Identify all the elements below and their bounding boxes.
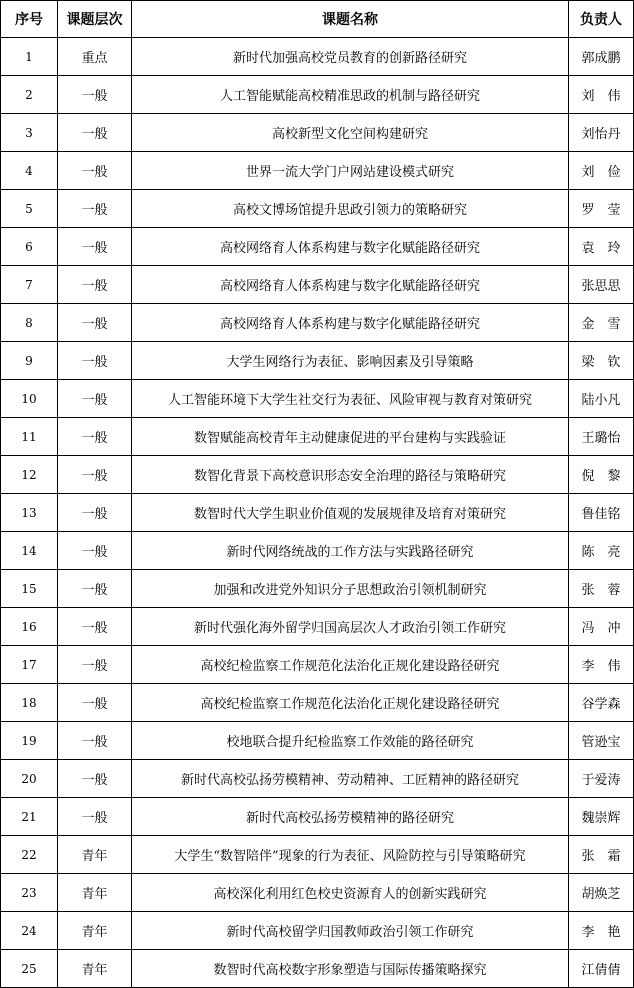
header-title: 课题名称 [132, 1, 569, 38]
table-row [1, 152, 634, 190]
table-row [1, 304, 634, 342]
cell-title: 高校文博场馆提升思政引领力的策略研究 [132, 190, 569, 228]
table-row [1, 798, 634, 836]
cell-leader: 于爱涛 [569, 760, 634, 798]
cell-number: 25 [1, 950, 58, 988]
cell-number: 7 [1, 266, 58, 304]
cell-title: 数智时代大学生职业价值观的发展规律及培育对策研究 [132, 494, 569, 532]
table-row [1, 228, 634, 266]
cell-leader: 刘怡丹 [569, 114, 634, 152]
cell-level: 一般 [58, 228, 132, 266]
table-row [1, 342, 634, 380]
cell-number: 6 [1, 228, 58, 266]
cell-leader: 魏崇辉 [569, 798, 634, 836]
cell-title: 数智化背景下高校意识形态安全治理的路径与策略研究 [132, 456, 569, 494]
cell-leader: 罗 莹 [569, 190, 634, 228]
cell-leader: 郭成鹏 [569, 38, 634, 76]
table-row [1, 722, 634, 760]
table-body [1, 38, 634, 988]
table-row [1, 836, 634, 874]
cell-number: 12 [1, 456, 58, 494]
table-row [1, 646, 634, 684]
table-row [1, 760, 634, 798]
cell-level: 青年 [58, 950, 132, 988]
cell-title: 新时代强化海外留学归国高层次人才政治引领工作研究 [132, 608, 569, 646]
cell-number: 8 [1, 304, 58, 342]
cell-leader: 管逊宝 [569, 722, 634, 760]
cell-title: 高校网络育人体系构建与数字化赋能路径研究 [132, 304, 569, 342]
cell-level: 一般 [58, 608, 132, 646]
table-row [1, 912, 634, 950]
cell-leader: 陆小凡 [569, 380, 634, 418]
cell-level: 一般 [58, 190, 132, 228]
cell-level: 青年 [58, 912, 132, 950]
table-row [1, 38, 634, 76]
cell-number: 2 [1, 76, 58, 114]
cell-leader: 陈 亮 [569, 532, 634, 570]
cell-number: 24 [1, 912, 58, 950]
table-row [1, 608, 634, 646]
cell-level: 一般 [58, 418, 132, 456]
cell-number: 4 [1, 152, 58, 190]
table-row [1, 456, 634, 494]
cell-leader: 王璐怡 [569, 418, 634, 456]
cell-title: 数智时代高校数字形象塑造与国际传播策略探究 [132, 950, 569, 988]
cell-level: 一般 [58, 760, 132, 798]
table-row [1, 494, 634, 532]
table-header [1, 1, 634, 38]
cell-number: 21 [1, 798, 58, 836]
cell-level: 一般 [58, 380, 132, 418]
cell-title: 高校新型文化空间构建研究 [132, 114, 569, 152]
cell-leader: 张 霜 [569, 836, 634, 874]
cell-title: 加强和改进党外知识分子思想政治引领机制研究 [132, 570, 569, 608]
cell-leader: 张 蓉 [569, 570, 634, 608]
cell-title: 大学生网络行为表征、影响因素及引导策略 [132, 342, 569, 380]
cell-title: 新时代高校留学归国教师政治引领工作研究 [132, 912, 569, 950]
table-row [1, 874, 634, 912]
cell-level: 一般 [58, 76, 132, 114]
cell-number: 10 [1, 380, 58, 418]
cell-number: 3 [1, 114, 58, 152]
cell-level: 一般 [58, 152, 132, 190]
cell-level: 青年 [58, 836, 132, 874]
header-level: 课题层次 [58, 1, 132, 38]
cell-leader: 鲁佳铭 [569, 494, 634, 532]
cell-leader: 胡焕芝 [569, 874, 634, 912]
header-leader: 负责人 [569, 1, 634, 38]
cell-leader: 李 艳 [569, 912, 634, 950]
cell-level: 一般 [58, 798, 132, 836]
cell-leader: 李 伟 [569, 646, 634, 684]
header-no: 序号 [1, 1, 58, 38]
cell-level: 一般 [58, 114, 132, 152]
cell-leader: 袁 玲 [569, 228, 634, 266]
table-row [1, 266, 634, 304]
cell-title: 新时代高校弘扬劳模精神、劳动精神、工匠精神的路径研究 [132, 760, 569, 798]
cell-number: 16 [1, 608, 58, 646]
table-row [1, 114, 634, 152]
table-row [1, 570, 634, 608]
cell-title: 高校纪检监察工作规范化法治化正规化建设路径研究 [132, 646, 569, 684]
cell-title: 数智赋能高校青年主动健康促进的平台建构与实践验证 [132, 418, 569, 456]
cell-leader: 金 雪 [569, 304, 634, 342]
cell-number: 22 [1, 836, 58, 874]
cell-number: 15 [1, 570, 58, 608]
cell-number: 23 [1, 874, 58, 912]
table-row [1, 532, 634, 570]
cell-leader: 倪 黎 [569, 456, 634, 494]
cell-level: 一般 [58, 304, 132, 342]
cell-level: 重点 [58, 38, 132, 76]
cell-number: 20 [1, 760, 58, 798]
table-row [1, 418, 634, 456]
cell-level: 一般 [58, 266, 132, 304]
cell-number: 17 [1, 646, 58, 684]
header-row [1, 1, 634, 38]
cell-number: 11 [1, 418, 58, 456]
cell-number: 5 [1, 190, 58, 228]
cell-leader: 刘 俭 [569, 152, 634, 190]
cell-level: 一般 [58, 494, 132, 532]
table-row [1, 380, 634, 418]
cell-number: 13 [1, 494, 58, 532]
table-row [1, 190, 634, 228]
cell-leader: 冯 冲 [569, 608, 634, 646]
cell-title: 世界一流大学门户网站建设模式研究 [132, 152, 569, 190]
cell-number: 18 [1, 684, 58, 722]
cell-number: 14 [1, 532, 58, 570]
table-row [1, 76, 634, 114]
cell-number: 19 [1, 722, 58, 760]
cell-level: 一般 [58, 532, 132, 570]
cell-leader: 张思思 [569, 266, 634, 304]
cell-number: 1 [1, 38, 58, 76]
cell-level: 一般 [58, 342, 132, 380]
table-row [1, 950, 634, 988]
cell-level: 一般 [58, 456, 132, 494]
cell-leader: 谷学森 [569, 684, 634, 722]
cell-level: 一般 [58, 722, 132, 760]
cell-title: 高校深化利用红色校史资源育人的创新实践研究 [132, 874, 569, 912]
cell-number: 9 [1, 342, 58, 380]
cell-title: 大学生“数智陪伴”现象的行为表征、风险防控与引导策略研究 [132, 836, 569, 874]
cell-title: 校地联合提升纪检监察工作效能的路径研究 [132, 722, 569, 760]
cell-leader: 江倩倩 [569, 950, 634, 988]
cell-level: 一般 [58, 684, 132, 722]
cell-leader: 刘 伟 [569, 76, 634, 114]
cell-title: 新时代网络统战的工作方法与实践路径研究 [132, 532, 569, 570]
cell-title: 人工智能环境下大学生社交行为表征、风险审视与教育对策研究 [132, 380, 569, 418]
cell-title: 新时代高校弘扬劳模精神的路径研究 [132, 798, 569, 836]
table-row [1, 684, 634, 722]
cell-level: 一般 [58, 570, 132, 608]
cell-title: 人工智能赋能高校精准思政的机制与路径研究 [132, 76, 569, 114]
cell-title: 新时代加强高校党员教育的创新路径研究 [132, 38, 569, 76]
cell-leader: 梁 钦 [569, 342, 634, 380]
cell-level: 青年 [58, 874, 132, 912]
cell-title: 高校网络育人体系构建与数字化赋能路径研究 [132, 266, 569, 304]
cell-title: 高校纪检监察工作规范化法治化正规化建设路径研究 [132, 684, 569, 722]
cell-title: 高校网络育人体系构建与数字化赋能路径研究 [132, 228, 569, 266]
cell-level: 一般 [58, 646, 132, 684]
